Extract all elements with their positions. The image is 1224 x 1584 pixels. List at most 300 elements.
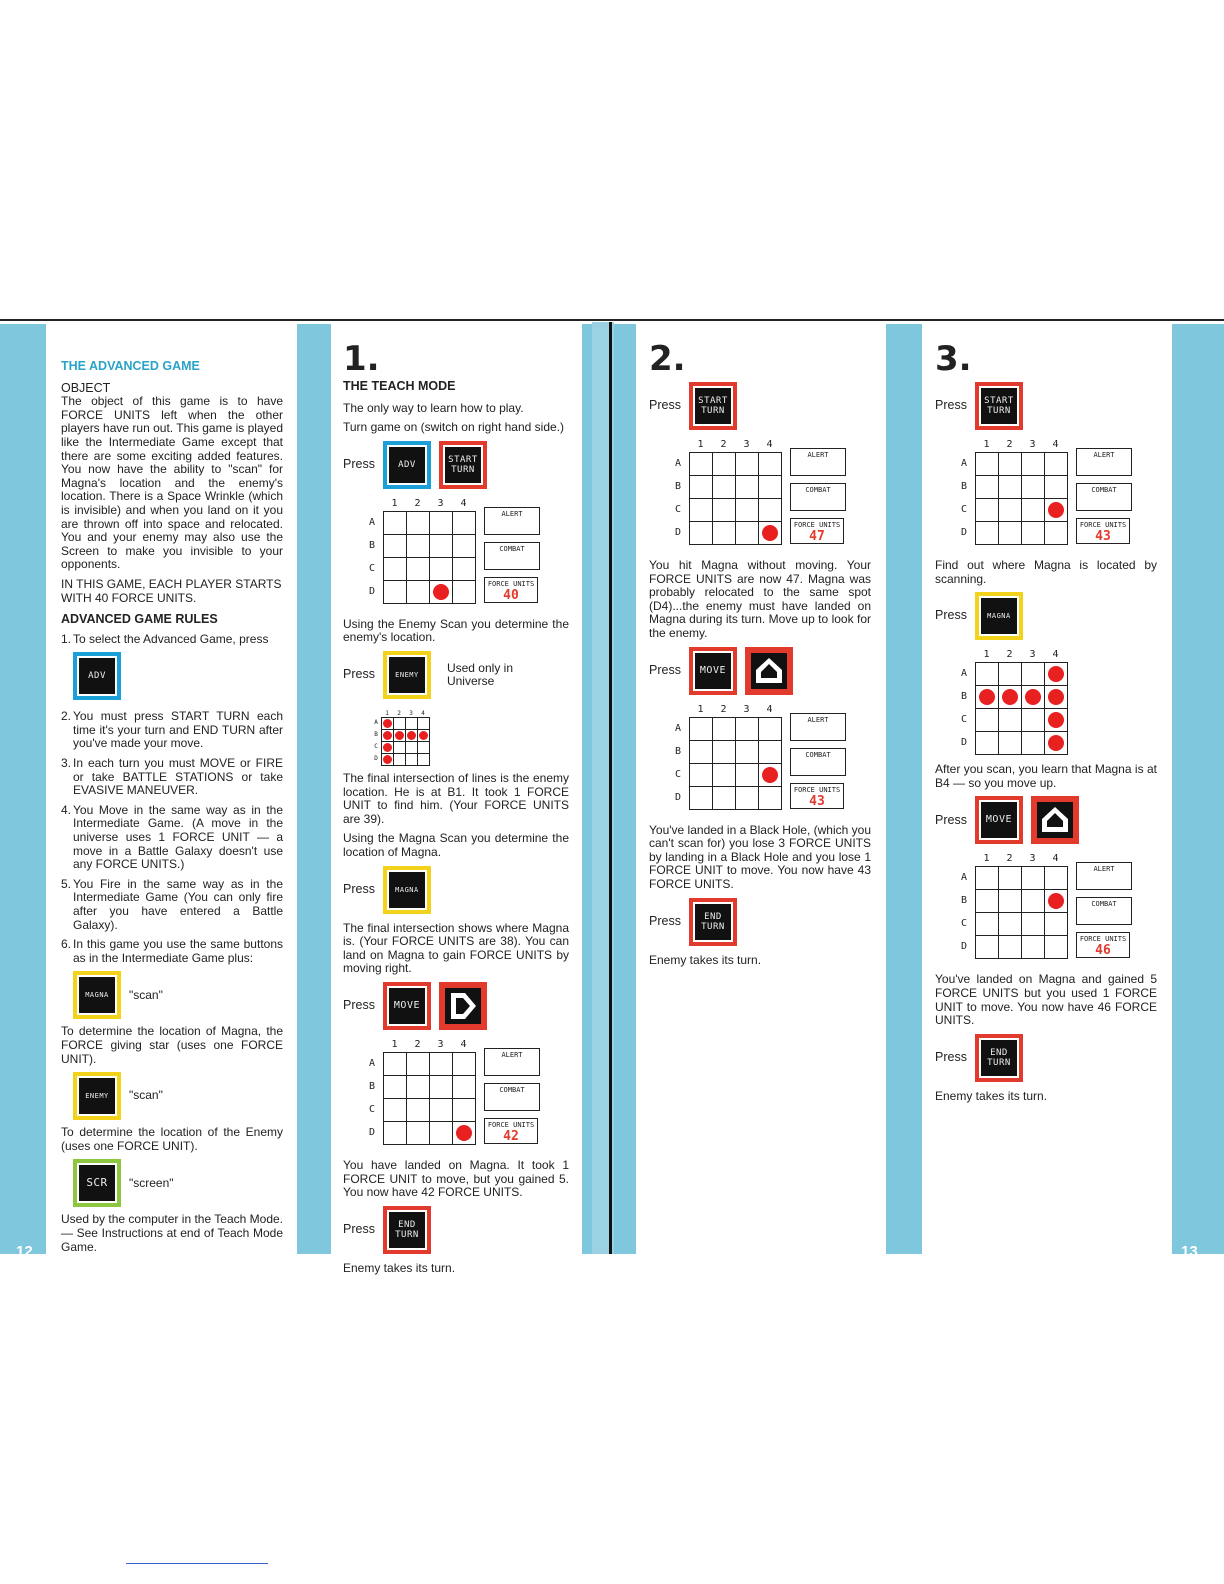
screen-description: Used by the computer in the Teach Mode. — See Instructions at end of Teach Mode Game. bbox=[61, 1212, 283, 1254]
grid-cell bbox=[713, 764, 736, 787]
enemy-button[interactable] bbox=[383, 651, 431, 699]
grid-cell bbox=[759, 453, 782, 476]
magna-scan-text: Using the Magna Scan you determine the location of Magna. bbox=[343, 831, 569, 859]
grid-cell bbox=[1045, 867, 1068, 890]
grid-cell bbox=[1045, 709, 1068, 732]
grid-cell bbox=[453, 512, 476, 535]
game-grid bbox=[361, 1038, 476, 1145]
grid-cell bbox=[384, 581, 407, 604]
grid-cell bbox=[736, 499, 759, 522]
enemy-turn-text: Enemy takes its turn. bbox=[649, 952, 762, 967]
board-3b bbox=[953, 852, 1157, 965]
grid-cell bbox=[976, 663, 999, 686]
press-label: Press bbox=[343, 881, 375, 896]
board-2b bbox=[667, 703, 871, 816]
up-arrow-icon bbox=[1037, 802, 1073, 838]
step-3-number: 3. bbox=[935, 339, 972, 379]
rule-number: 5. bbox=[61, 876, 72, 891]
grid-cell bbox=[976, 732, 999, 755]
column-label: 3 bbox=[437, 497, 444, 509]
end-word: END bbox=[704, 911, 722, 922]
force-units-display bbox=[484, 577, 538, 603]
grid-cell bbox=[999, 732, 1022, 755]
grid-cell bbox=[759, 522, 782, 545]
grid-cell bbox=[384, 512, 407, 535]
grid-cells bbox=[975, 662, 1068, 755]
grid-cell bbox=[690, 476, 713, 499]
rule-item bbox=[61, 938, 283, 965]
column-label: 1 bbox=[983, 649, 990, 661]
start-word: START bbox=[448, 454, 478, 465]
force-units-display bbox=[790, 783, 844, 809]
grid-cell bbox=[976, 453, 999, 476]
object-text: The object of this game is to have FORCE UNITS left when the other players have run out. This game is played like the Intermediate Game except that there are some exciting added features. You now have the ability to "scan" for Magna's location and the enemy's location. There is a Space Wrinkle (which is invisible) and when you land on it you are thrown off into space and relocated. You and your enemy may also use the Screen to make you invisible to your opponents. bbox=[61, 394, 283, 572]
landed-magna-text: You have landed on Magna. It took 1 FORCE UNIT to move, but you gained 5. You now have 42 FORCE UNITS. bbox=[343, 1157, 569, 1200]
teach-intro-1: The only way to learn how to play. bbox=[343, 400, 524, 415]
grid-cell bbox=[999, 890, 1022, 913]
grid-cell bbox=[690, 499, 713, 522]
grid-cell bbox=[1045, 453, 1068, 476]
move-button-label: MOVE bbox=[695, 653, 731, 689]
magna-button[interactable] bbox=[975, 592, 1023, 640]
grid-cell bbox=[384, 1099, 407, 1122]
grid-cell bbox=[453, 558, 476, 581]
grid-cell bbox=[759, 718, 782, 741]
row-label: C bbox=[368, 562, 376, 574]
column-label: 4 bbox=[460, 497, 467, 509]
press-label: Press bbox=[343, 998, 375, 1013]
game-grid bbox=[953, 648, 1068, 755]
turn-word: TURN bbox=[987, 406, 1011, 416]
grid-cell bbox=[1045, 732, 1068, 755]
grid-cell bbox=[453, 1122, 476, 1145]
grid-cell bbox=[736, 522, 759, 545]
press-enemy-row bbox=[343, 651, 569, 699]
column-label: 3 bbox=[743, 439, 750, 450]
grid-cell bbox=[976, 936, 999, 959]
grid-cell bbox=[976, 499, 999, 522]
rule-number: 1. bbox=[61, 631, 72, 646]
grid-cells bbox=[383, 511, 476, 604]
end-turn-button[interactable] bbox=[383, 1206, 431, 1254]
column-labels bbox=[975, 648, 1068, 662]
row-label: B bbox=[674, 745, 682, 757]
press-label: Press bbox=[935, 812, 967, 827]
row-labels bbox=[953, 452, 975, 545]
column-labels bbox=[689, 438, 782, 452]
board-3-scan bbox=[953, 648, 1157, 755]
start-turn-button[interactable] bbox=[439, 441, 487, 489]
press-label: Press bbox=[649, 913, 681, 928]
status-panel bbox=[790, 448, 846, 551]
grid-cell bbox=[759, 787, 782, 810]
grid-cell bbox=[382, 754, 394, 766]
press-label: Press bbox=[343, 456, 375, 471]
press-label: Press bbox=[935, 398, 967, 413]
magna-button-label: MAGNA bbox=[389, 872, 425, 908]
column-label: 2 bbox=[720, 703, 727, 715]
enemy-button-label: ENEMY bbox=[79, 1078, 115, 1114]
grid-cell bbox=[382, 730, 394, 742]
row-labels bbox=[667, 717, 689, 810]
grid-cell bbox=[406, 718, 418, 730]
game-grid bbox=[361, 497, 476, 604]
grid-cell bbox=[713, 787, 736, 810]
board-1a bbox=[361, 497, 569, 610]
rule-text: You Move in the same way as in the Intermediate Game. (A move in the universe uses 1 FORCE UNIT — a move in a Battle Galaxy doesn't use any FORCE UNITS.) bbox=[73, 802, 283, 872]
adv-button-row bbox=[73, 652, 283, 700]
rule-text: In each turn you must MOVE or FIRE or take BATTLE STATIONS or take EVASIVE MANEUVER. bbox=[73, 756, 283, 798]
grid-cell bbox=[453, 1053, 476, 1076]
up-arrow-icon bbox=[751, 653, 787, 689]
magna-button[interactable] bbox=[383, 866, 431, 914]
grid-cell bbox=[999, 936, 1022, 959]
grid-cell bbox=[453, 1076, 476, 1099]
row-label: B bbox=[960, 481, 968, 492]
grid-cell bbox=[1045, 913, 1068, 936]
column-label: 3 bbox=[437, 1038, 444, 1050]
magna-button-label: MAGNA bbox=[981, 598, 1017, 634]
start-turn-label bbox=[981, 388, 1017, 424]
grid-cell bbox=[384, 1122, 407, 1145]
grid-cell bbox=[736, 787, 759, 810]
grid-cell bbox=[999, 709, 1022, 732]
status-panel bbox=[1076, 448, 1132, 551]
row-label: B bbox=[368, 1080, 376, 1092]
grid-cell bbox=[394, 730, 406, 742]
grid-cell bbox=[759, 499, 782, 522]
start-turn-button[interactable] bbox=[689, 382, 737, 430]
force-units-value: 43 bbox=[809, 793, 825, 809]
right-page-divider-band bbox=[886, 324, 922, 1254]
row-label: C bbox=[674, 768, 682, 780]
top-rule bbox=[0, 319, 1224, 321]
grid-cell bbox=[453, 1099, 476, 1122]
row-label: A bbox=[674, 458, 682, 469]
alert-indicator: ALERT bbox=[484, 507, 540, 535]
end-turn-label bbox=[389, 1212, 425, 1248]
center-right-band bbox=[614, 324, 636, 1254]
press-end-turn-row bbox=[935, 1034, 1157, 1082]
press-label: Press bbox=[935, 608, 967, 623]
column-label: 3 bbox=[409, 709, 413, 717]
grid-cell bbox=[1022, 732, 1045, 755]
column-label: 3 bbox=[743, 703, 750, 715]
rule-item bbox=[61, 710, 283, 751]
grid-cell bbox=[1022, 686, 1045, 709]
row-label: B bbox=[674, 481, 682, 492]
column-label: 2 bbox=[1006, 649, 1013, 661]
row-label: A bbox=[960, 668, 968, 680]
grid-cell bbox=[1022, 867, 1045, 890]
board-1b bbox=[361, 1038, 569, 1151]
grid-cell bbox=[418, 730, 430, 742]
press-end-turn-row bbox=[343, 1206, 569, 1254]
alert-indicator: ALERT bbox=[1076, 862, 1132, 890]
turn-word: TURN bbox=[395, 1229, 419, 1240]
column-label: 1 bbox=[983, 439, 990, 450]
grid-cell bbox=[690, 787, 713, 810]
start-turn-label bbox=[445, 447, 481, 483]
rule-item bbox=[61, 633, 283, 647]
right-arrow-button[interactable] bbox=[439, 982, 487, 1030]
combat-indicator: COMBAT bbox=[790, 483, 846, 511]
press-label: Press bbox=[649, 662, 681, 677]
grid-cell bbox=[394, 742, 406, 754]
grid-cell bbox=[407, 535, 430, 558]
row-label: C bbox=[960, 918, 968, 930]
after-scan-text: After you scan, you learn that Magna is at B4 — so you move up. bbox=[935, 762, 1157, 790]
grid-cell bbox=[976, 522, 999, 545]
enemy-description: To determine the location of the Enemy (uses one FORCE UNIT). bbox=[61, 1125, 283, 1153]
grid-cell bbox=[1045, 663, 1068, 686]
row-label: D bbox=[368, 585, 376, 597]
start-units-text: IN THIS GAME, EACH PLAYER STARTS WITH 40 FORCE UNITS. bbox=[61, 576, 282, 605]
row-label: B bbox=[960, 895, 968, 907]
grid-cell bbox=[759, 476, 782, 499]
rule-number: 4. bbox=[61, 802, 72, 817]
game-grid bbox=[667, 438, 782, 545]
up-arrow-button[interactable] bbox=[745, 647, 793, 695]
press-label: Press bbox=[649, 398, 681, 413]
grid-cell bbox=[430, 1099, 453, 1122]
enemy-scan-row bbox=[73, 1072, 283, 1120]
grid-cell bbox=[384, 1076, 407, 1099]
combat-indicator: COMBAT bbox=[1076, 483, 1132, 511]
force-units-label: FORCE UNITS bbox=[793, 785, 841, 794]
column-label: 4 bbox=[766, 703, 773, 715]
row-label: A bbox=[374, 718, 378, 726]
press-label: Press bbox=[343, 1221, 375, 1236]
grid-cell bbox=[713, 718, 736, 741]
left-page-divider-band bbox=[297, 324, 331, 1254]
grid-cell bbox=[430, 1076, 453, 1099]
column-labels bbox=[975, 438, 1068, 452]
grid-cell bbox=[690, 718, 713, 741]
grid-cell bbox=[976, 913, 999, 936]
column-label: 4 bbox=[1052, 853, 1059, 865]
row-label: C bbox=[960, 504, 968, 515]
combat-indicator: COMBAT bbox=[484, 542, 540, 570]
column-advanced-game bbox=[61, 330, 283, 1260]
teach-intro-2: Turn game on (switch on right hand side.) bbox=[343, 420, 564, 435]
enemy-turn-text: Enemy takes its turn. bbox=[343, 1260, 456, 1275]
scr-button[interactable] bbox=[73, 1159, 121, 1207]
force-units-label: FORCE UNITS bbox=[1079, 935, 1127, 944]
row-label: A bbox=[674, 722, 682, 734]
press-magna-row bbox=[343, 866, 569, 914]
end-word: END bbox=[990, 1047, 1008, 1058]
left-margin-band bbox=[0, 324, 46, 1254]
grid-cell bbox=[976, 890, 999, 913]
grid-cell bbox=[406, 742, 418, 754]
grid-cell bbox=[736, 453, 759, 476]
press-label: Press bbox=[343, 667, 375, 682]
rule-text: To select the Advanced Game, press bbox=[73, 631, 269, 646]
grid-cell bbox=[690, 741, 713, 764]
enemy-scan-text: Using the Enemy Scan you determine the enemy's location. bbox=[343, 616, 569, 645]
row-label: D bbox=[960, 737, 968, 749]
column-label: 2 bbox=[397, 709, 401, 717]
end-turn-button[interactable] bbox=[689, 898, 737, 946]
enemy-button-label: ENEMY bbox=[389, 657, 425, 693]
force-units-label: FORCE UNITS bbox=[487, 1120, 535, 1129]
grid-cell bbox=[384, 535, 407, 558]
grid-cell bbox=[394, 718, 406, 730]
grid-cells bbox=[975, 866, 1068, 959]
adv-button[interactable] bbox=[383, 441, 431, 489]
adv-button-label: ADV bbox=[389, 447, 425, 483]
column-labels bbox=[383, 1038, 476, 1052]
column-label: 2 bbox=[1006, 439, 1013, 450]
grid-cell bbox=[713, 476, 736, 499]
end-word: END bbox=[398, 1219, 416, 1230]
magna-button-label: MAGNA bbox=[79, 977, 115, 1013]
hit-magna-text: You hit Magna without moving. Your FORCE UNITS are now 47. Magna was probably relocated to the same spot (D4)...the enemy must have landed on Magna during its turn. Move up to look for the enemy. bbox=[649, 558, 871, 640]
column-step-2 bbox=[649, 330, 871, 973]
column-label: 2 bbox=[414, 1038, 421, 1050]
press-move-up-row bbox=[649, 647, 871, 695]
advanced-game-title: THE ADVANCED GAME bbox=[61, 359, 200, 373]
gutter-line bbox=[609, 322, 612, 1254]
move-button-label: MOVE bbox=[389, 988, 425, 1024]
grid-cell bbox=[690, 453, 713, 476]
row-label: C bbox=[960, 714, 968, 726]
mini-board-enemy-scan bbox=[371, 707, 569, 766]
grid-cell bbox=[1022, 522, 1045, 545]
grid-cell bbox=[1045, 499, 1068, 522]
game-grid bbox=[953, 852, 1068, 959]
combat-indicator: COMBAT bbox=[790, 748, 846, 776]
row-label: A bbox=[960, 458, 968, 469]
move-button[interactable] bbox=[975, 796, 1023, 844]
grid-cell bbox=[690, 522, 713, 545]
magna-description: To determine the location of Magna, the FORCE giving star (uses one FORCE UNIT). bbox=[61, 1024, 283, 1066]
combat-indicator: COMBAT bbox=[484, 1083, 540, 1111]
end-turn-button[interactable] bbox=[975, 1034, 1023, 1082]
alert-indicator: ALERT bbox=[790, 448, 846, 476]
grid-cell bbox=[999, 867, 1022, 890]
column-labels bbox=[975, 852, 1068, 866]
column-label: 2 bbox=[414, 497, 421, 509]
grid-cells bbox=[975, 452, 1068, 545]
grid-cell bbox=[1022, 663, 1045, 686]
adv-button-label: ADV bbox=[79, 658, 115, 694]
grid-cell bbox=[453, 535, 476, 558]
row-label: D bbox=[368, 1126, 376, 1138]
grid-cell bbox=[1022, 499, 1045, 522]
step-1-number: 1. bbox=[343, 339, 380, 379]
force-units-label: FORCE UNITS bbox=[487, 579, 535, 588]
force-units-value: 46 bbox=[1095, 943, 1111, 959]
status-panel bbox=[484, 507, 540, 610]
grid-cell bbox=[407, 1122, 430, 1145]
adv-button[interactable] bbox=[73, 652, 121, 700]
grid-cell bbox=[999, 913, 1022, 936]
screen-row bbox=[73, 1159, 283, 1207]
row-labels bbox=[667, 452, 689, 545]
row-label: D bbox=[674, 791, 682, 803]
grid-cell bbox=[1022, 476, 1045, 499]
grid-cell bbox=[1045, 686, 1068, 709]
grid-cell bbox=[430, 581, 453, 604]
column-label: 1 bbox=[697, 703, 704, 715]
column-label: 3 bbox=[1029, 649, 1036, 661]
grid-cell bbox=[418, 754, 430, 766]
alert-indicator: ALERT bbox=[1076, 448, 1132, 476]
rule-number: 3. bbox=[61, 756, 72, 771]
column-label: 2 bbox=[720, 439, 727, 450]
rules-list bbox=[61, 633, 283, 647]
grid-cell bbox=[1022, 890, 1045, 913]
row-label: B bbox=[960, 691, 968, 703]
column-step-1 bbox=[343, 330, 569, 1281]
column-labels bbox=[689, 703, 782, 717]
move-button[interactable] bbox=[689, 647, 737, 695]
column-label: 4 bbox=[421, 709, 425, 717]
enemy-button[interactable] bbox=[73, 1072, 121, 1120]
grid-cell bbox=[1022, 936, 1045, 959]
row-labels bbox=[953, 662, 975, 755]
right-arrow-icon bbox=[445, 988, 481, 1024]
magna-button[interactable] bbox=[73, 971, 121, 1019]
move-button[interactable] bbox=[383, 982, 431, 1030]
force-units-value: 42 bbox=[503, 1128, 519, 1144]
board-2a bbox=[667, 438, 871, 551]
column-label: 1 bbox=[697, 439, 704, 450]
start-word: START bbox=[698, 396, 728, 406]
force-units-display bbox=[484, 1118, 538, 1144]
page-number-right: 13 bbox=[1181, 1243, 1198, 1260]
status-panel bbox=[1076, 862, 1132, 965]
rule-number: 2. bbox=[61, 709, 72, 724]
grid-cell bbox=[976, 709, 999, 732]
row-label: D bbox=[374, 754, 378, 762]
grid-cell bbox=[1022, 453, 1045, 476]
grid-cell bbox=[407, 1076, 430, 1099]
grid-cell bbox=[1045, 522, 1068, 545]
row-labels bbox=[361, 511, 383, 604]
grid-cell bbox=[736, 741, 759, 764]
column-label: 2 bbox=[1006, 853, 1013, 865]
column-label: 4 bbox=[1052, 439, 1059, 450]
grid-cell bbox=[690, 764, 713, 787]
grid-cell bbox=[736, 718, 759, 741]
grid-cell bbox=[382, 718, 394, 730]
row-label: C bbox=[374, 742, 378, 750]
grid-cell bbox=[430, 535, 453, 558]
start-turn-label bbox=[695, 388, 731, 424]
row-labels bbox=[371, 717, 381, 766]
grid-cell bbox=[453, 581, 476, 604]
grid-cell bbox=[407, 581, 430, 604]
press-end-turn-row bbox=[649, 898, 871, 946]
grid-cell bbox=[976, 686, 999, 709]
game-grid bbox=[371, 707, 569, 766]
grid-cell bbox=[713, 522, 736, 545]
rule-item bbox=[61, 757, 283, 798]
object-heading: OBJECT bbox=[61, 380, 111, 395]
rules-list-continued bbox=[61, 710, 283, 965]
grid-cell bbox=[430, 1122, 453, 1145]
grid-cells bbox=[381, 717, 430, 766]
row-labels bbox=[361, 1052, 383, 1145]
start-turn-button[interactable] bbox=[975, 382, 1023, 430]
board-3a bbox=[953, 438, 1157, 551]
grid-cell bbox=[407, 1099, 430, 1122]
force-units-value: 47 bbox=[809, 529, 825, 544]
up-arrow-button[interactable] bbox=[1031, 796, 1079, 844]
